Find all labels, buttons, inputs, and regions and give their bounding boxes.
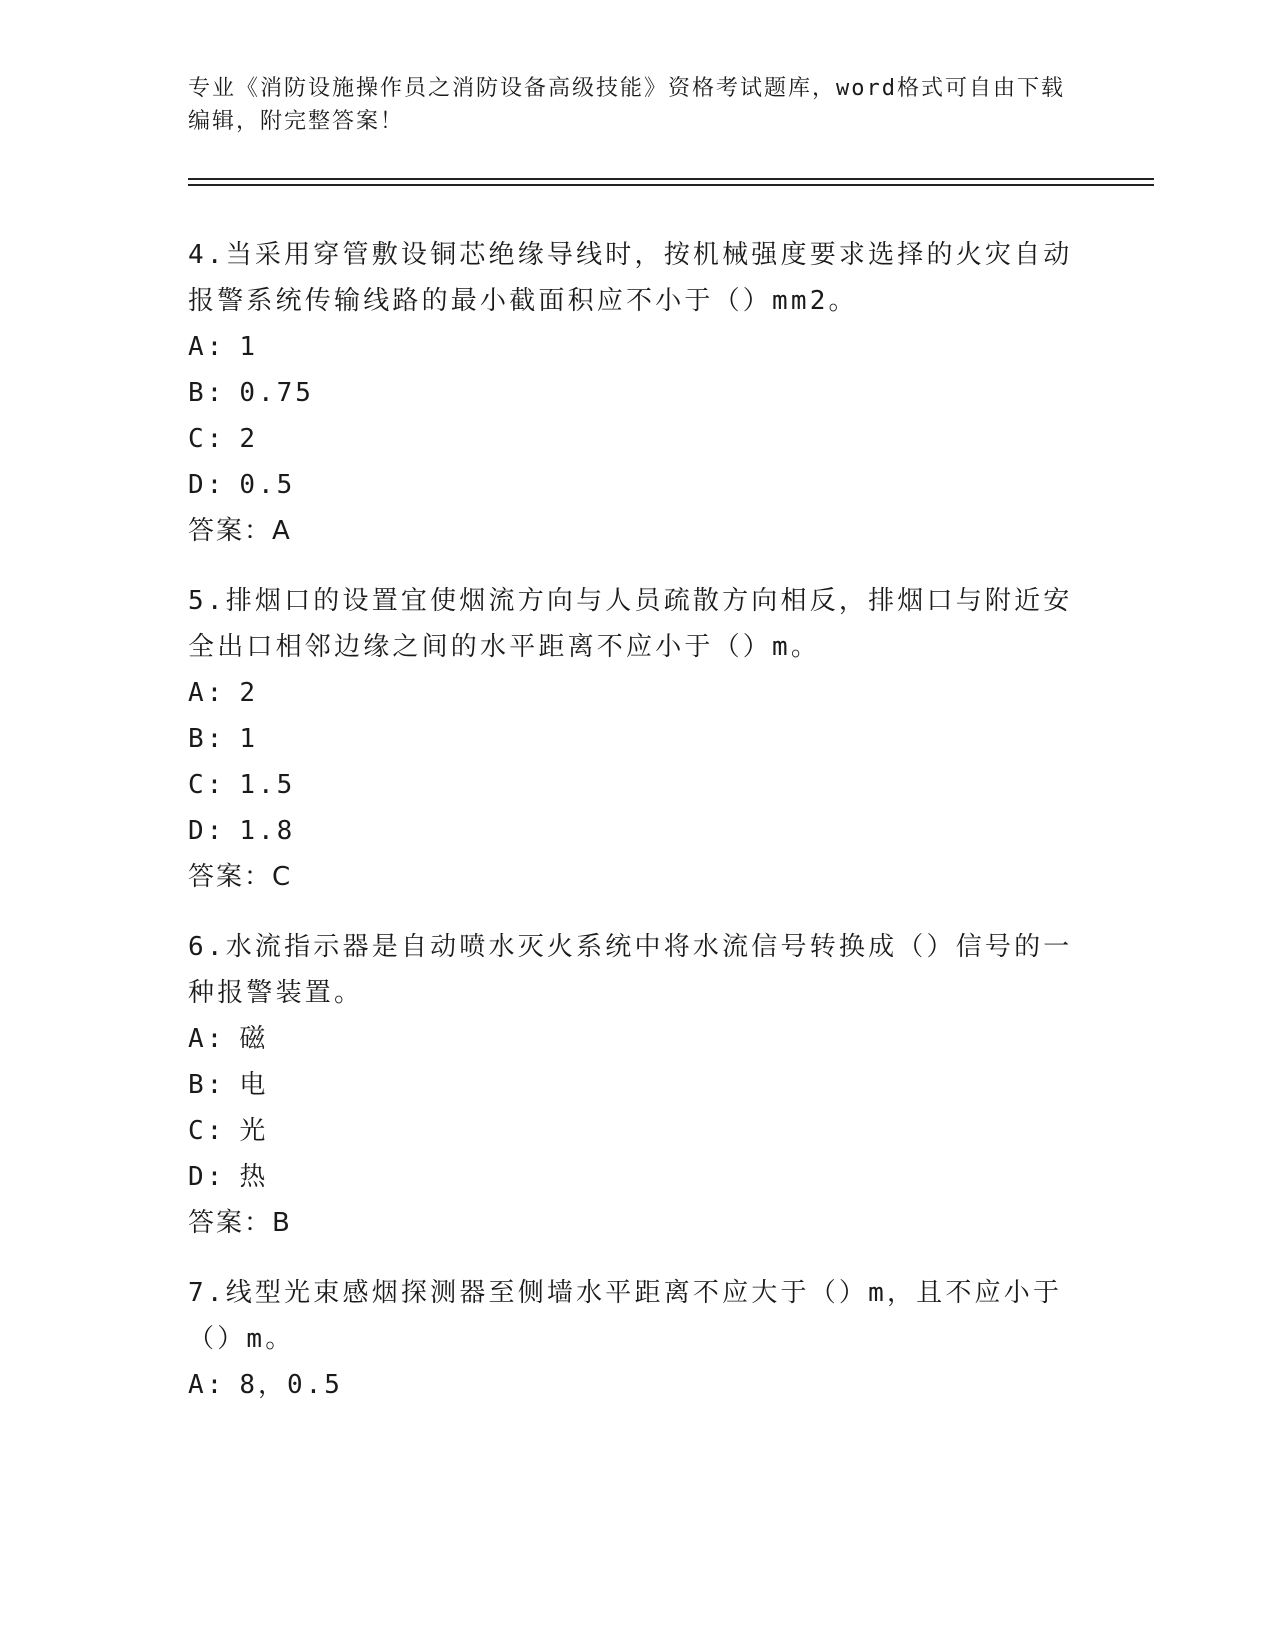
- option-key: D:: [188, 816, 226, 846]
- option-value: 1: [239, 332, 258, 362]
- option-d: [188, 1154, 1088, 1200]
- answer-line: 答案：B: [188, 1208, 292, 1238]
- option-value: 光: [239, 1116, 269, 1146]
- option-d: [188, 462, 1088, 508]
- option-value: 8，0.5: [239, 1370, 343, 1400]
- answer-line: 答案：A: [188, 516, 292, 546]
- option-key: B:: [188, 724, 226, 754]
- option-key: B:: [188, 1070, 226, 1100]
- option-a: [188, 1016, 1088, 1062]
- question-6: [188, 924, 1088, 1246]
- header-divider-bottom: [188, 184, 1154, 186]
- option-a: [188, 1362, 1088, 1408]
- option-b: [188, 370, 1088, 416]
- option-value: 2: [239, 424, 258, 454]
- question-stem: 7.线型光束感烟探测器至侧墙水平距离不应大于（）m，且不应小于（）m。: [188, 1278, 1063, 1354]
- question-4: [188, 232, 1088, 554]
- option-value: 2: [239, 678, 258, 708]
- option-value: 磁: [239, 1024, 269, 1054]
- option-value: 电: [239, 1070, 269, 1100]
- option-key: A:: [188, 1024, 226, 1054]
- option-b: [188, 716, 1088, 762]
- option-value: 1.8: [239, 816, 296, 846]
- option-value: 0.75: [239, 378, 314, 408]
- option-key: A:: [188, 332, 226, 362]
- question-stem: 4.当采用穿管敷设铜芯绝缘导线时，按机械强度要求选择的火灾自动报警系统传输线路的最小截面积应不小于（）mm2。: [188, 240, 1073, 316]
- option-c: [188, 762, 1088, 808]
- question-stem: 6.水流指示器是自动喷水灭火系统中将水流信号转换成（）信号的一种报警装置。: [188, 932, 1073, 1008]
- question-7: [188, 1270, 1088, 1408]
- option-key: C:: [188, 1116, 226, 1146]
- option-b: [188, 1062, 1088, 1108]
- option-key: C:: [188, 770, 226, 800]
- option-key: A:: [188, 1370, 226, 1400]
- document-header: 专业《消防设施操作员之消防设备高级技能》资格考试题库，word格式可自由下载编辑，附完整答案！: [188, 76, 1065, 134]
- option-key: D:: [188, 470, 226, 500]
- option-c: [188, 416, 1088, 462]
- option-value: 1: [239, 724, 258, 754]
- option-key: B:: [188, 378, 226, 408]
- option-value: 0.5: [239, 470, 296, 500]
- header-divider-top: [188, 178, 1154, 180]
- option-value: 1.5: [239, 770, 296, 800]
- question-list: [188, 232, 1088, 1432]
- option-key: A:: [188, 678, 226, 708]
- option-value: 热: [239, 1162, 269, 1192]
- option-a: [188, 324, 1088, 370]
- option-key: D:: [188, 1162, 226, 1192]
- option-key: C:: [188, 424, 226, 454]
- question-stem: 5.排烟口的设置宜使烟流方向与人员疏散方向相反，排烟口与附近安全出口相邻边缘之间的水平距离不应小于（）m。: [188, 586, 1073, 662]
- option-c: [188, 1108, 1088, 1154]
- option-a: [188, 670, 1088, 716]
- option-d: [188, 808, 1088, 854]
- question-5: [188, 578, 1088, 900]
- answer-line: 答案：C: [188, 862, 293, 892]
